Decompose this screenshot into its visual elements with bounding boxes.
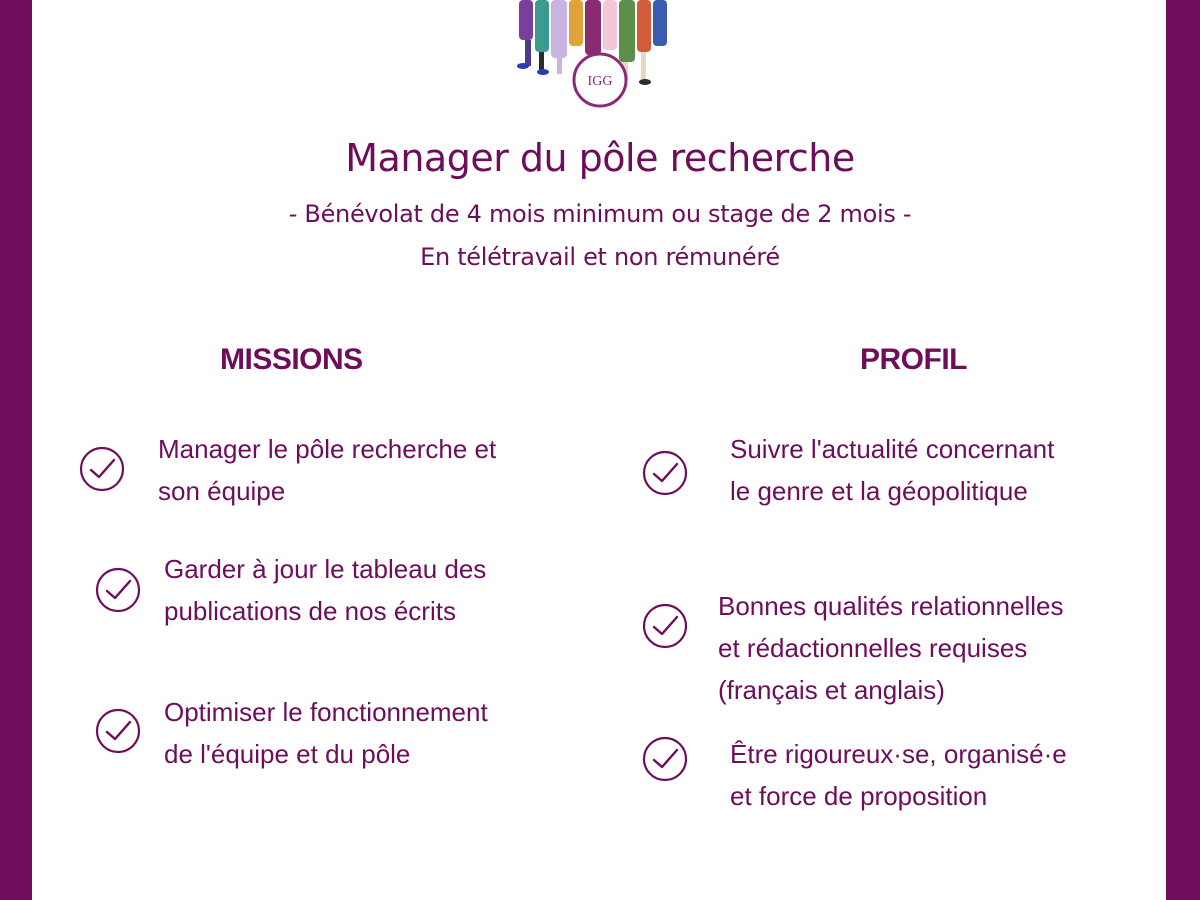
check-circle-icon — [642, 450, 688, 496]
profil-item-2-line3: (français et anglais) — [718, 675, 945, 705]
mission-item-2-line1: Garder à jour le tableau des — [164, 554, 487, 584]
profil-item-3-line1: Être rigoureux·se, organisé·e — [730, 739, 1067, 769]
profil-heading: PROFIL — [860, 343, 967, 376]
profil-item-1-line1: Suivre l'actualité concernant — [730, 434, 1055, 464]
check-circle-icon — [95, 708, 141, 754]
subtitle-duration: - Bénévolat de 4 mois minimum ou stage de 2 mois - — [288, 200, 912, 228]
igg-logo — [505, 0, 685, 110]
mission-item-3-line2: de l'équipe et du pôle — [164, 739, 411, 769]
check-circle-icon — [79, 446, 125, 492]
subtitle-remote: En télétravail et non rémunéré — [420, 243, 780, 271]
missions-heading: MISSIONS — [220, 343, 363, 376]
profil-item-1 — [730, 428, 1054, 512]
check-circle-icon — [95, 567, 141, 613]
logo-monogram: IGG — [587, 74, 613, 89]
profil-item-2-line1: Bonnes qualités relationnelles — [718, 591, 1064, 621]
profil-item-3-line2: et force de proposition — [730, 781, 988, 811]
profil-item-1-line2: le genre et la géopolitique — [730, 476, 1028, 506]
mission-item-2 — [164, 548, 486, 632]
mission-item-1-line2: son équipe — [158, 476, 286, 506]
profil-item-3 — [730, 733, 1067, 817]
mission-item-3 — [164, 691, 488, 775]
check-circle-icon — [642, 736, 688, 782]
mission-item-2-line2: publications de nos écrits — [164, 596, 456, 626]
profil-item-2-line2: et rédactionnelles requises — [718, 633, 1028, 663]
mission-item-1 — [158, 428, 496, 512]
profil-item-2 — [718, 585, 1063, 711]
page-title: Manager du pôle recherche — [345, 136, 855, 180]
mission-item-1-line1: Manager le pôle recherche et — [158, 434, 497, 464]
check-circle-icon — [642, 603, 688, 649]
mission-item-3-line1: Optimiser le fonctionnement — [164, 697, 488, 727]
